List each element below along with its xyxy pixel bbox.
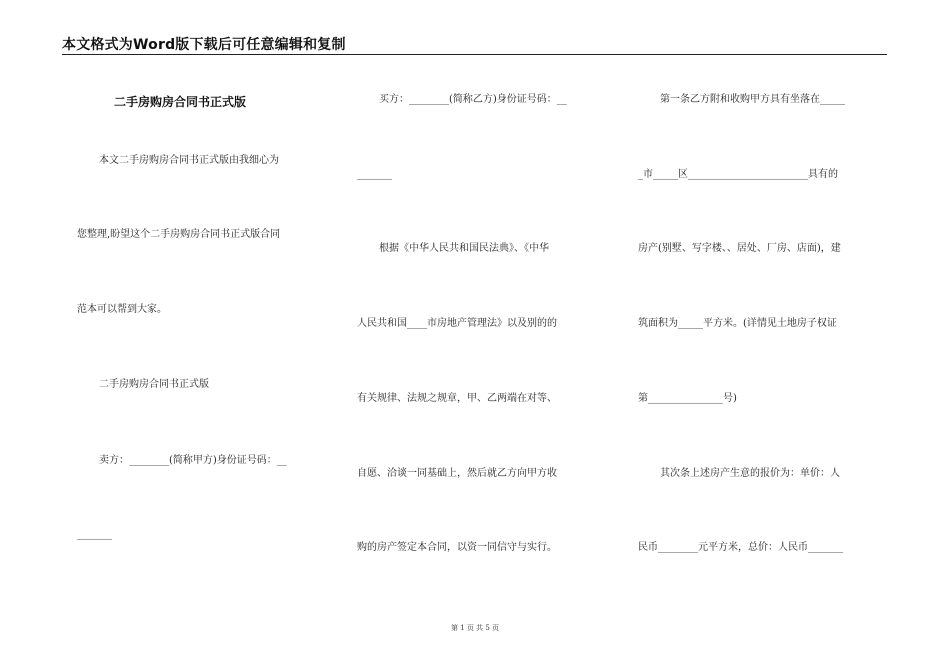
text-column-2	[357, 0, 607, 672]
paragraph-line: 范本可以帮到大家。	[77, 304, 167, 315]
paragraph-line: 房产(别墅、写字楼、、居处、厂房、店面)，建	[638, 243, 841, 254]
document-title: 二手房购房合同书正式版	[114, 95, 247, 109]
paragraph-line: 本文二手房购房合同书正式版由我细心为	[99, 155, 279, 166]
paragraph-line: _______	[357, 169, 392, 180]
paragraph-line: 您整理,盼望这个二手房购房合同书正式版合同	[77, 229, 281, 240]
paragraph-line: 买方：________(简称乙方)身份证号码：__	[379, 94, 567, 105]
paragraph-line: 有关规律、法规之规章，甲、乙两端在对等、	[357, 393, 557, 404]
paragraph-line: _______	[77, 529, 112, 540]
header-title: 本文格式为Word版下载后可任意编辑和复制	[62, 37, 346, 53]
text-column-1	[77, 0, 325, 672]
paragraph-line: 民币________元平方米，总价：人民币_______	[638, 542, 843, 553]
paragraph-line: 根据《中华人民共和国民法典》、《中华	[379, 243, 549, 254]
paragraph-line: 购的房产签定本合同，以资一同信守与实行。	[357, 542, 557, 553]
paragraph-line: 第一条乙方附和收购甲方具有坐落在_____	[660, 94, 845, 105]
paragraph-line: 其次条上述房产生意的报价为：单价：人	[660, 468, 840, 479]
paragraph-line: _市_____区________________________具有的	[638, 169, 838, 180]
paragraph-line: 自愿、洽谈一同基础上，然后就乙方向甲方收	[357, 468, 557, 479]
page-number: 第 1 页 共 5 页	[450, 624, 500, 632]
paragraph-line: 第_______________号)	[638, 393, 737, 404]
text-column-3	[638, 0, 890, 672]
paragraph-line: 筑面积为_____平方米。(详情见土地房子权证	[638, 318, 837, 329]
paragraph-line: 卖方：________(简称甲方)身份证号码：__	[99, 455, 287, 466]
section-heading: 二手房购房合同书正式版	[99, 379, 209, 390]
paragraph-line: 人民共和国____市房地产管理法》以及别的的	[357, 318, 557, 329]
